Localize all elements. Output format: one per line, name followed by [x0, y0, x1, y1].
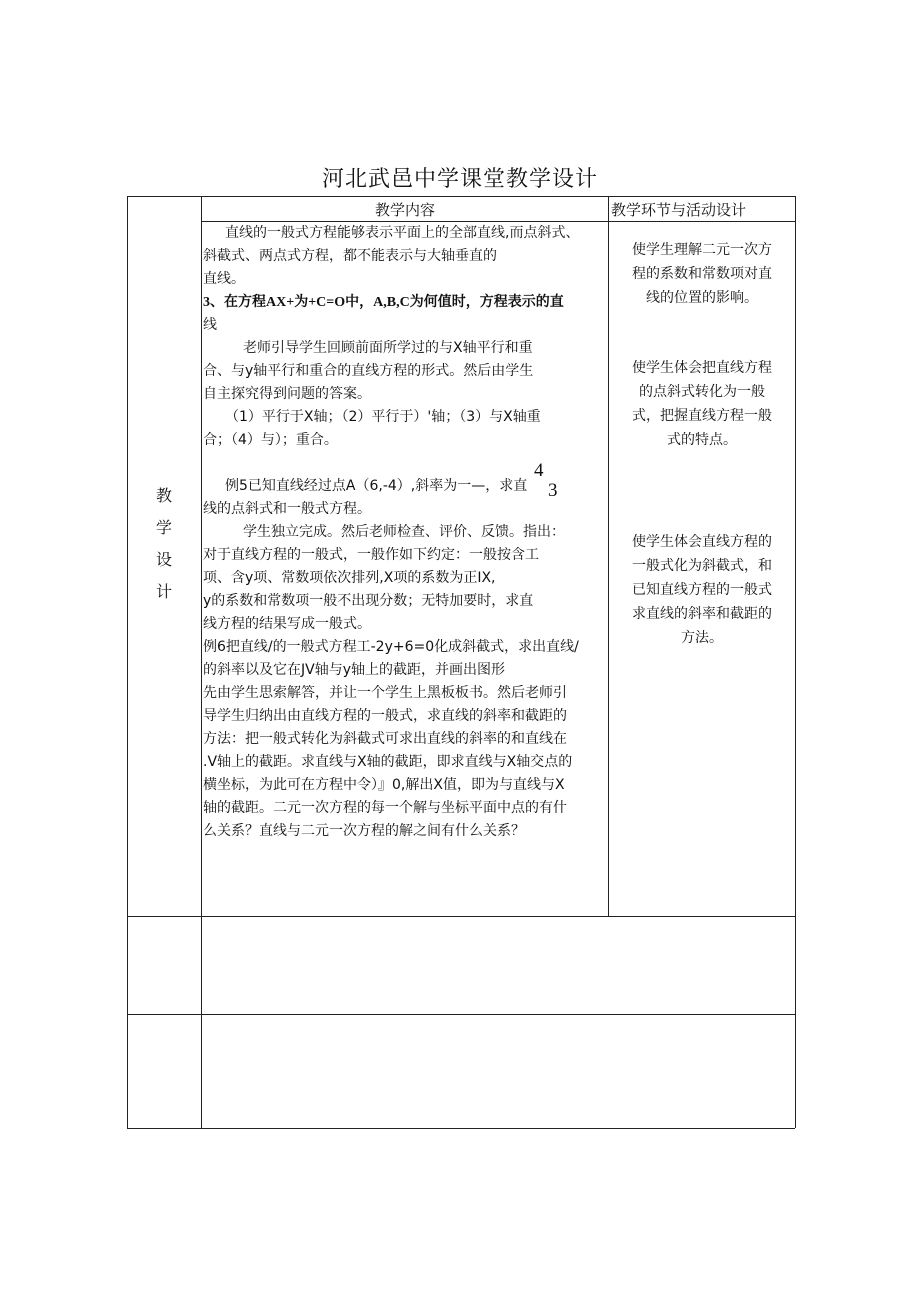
- side-char: 计: [155, 582, 172, 601]
- activity-line: 使学生体会把直线方程: [632, 360, 772, 376]
- content-line: 方法：把一般式转化为斜截式可求出直线的斜率的和直线在: [203, 731, 567, 747]
- content-line: [203, 452, 607, 475]
- content-line: 线方程的结果写成一般式。: [203, 616, 371, 632]
- activity-line: 求直线的斜率和截距的: [632, 606, 772, 622]
- activity-header: 教学环节与活动设计: [611, 201, 747, 219]
- content-line: 的斜率以及它在JV轴与y轴上的截距，并画出图形: [203, 662, 505, 678]
- content-line: 导学生归纳出由直线方程的一般式，求直线的斜率和截距的: [203, 708, 567, 724]
- content-line: 么关系？直线与二元一次方程的解之间有什么关系？: [203, 823, 525, 839]
- content-line: 斜截式、两点式方程，都不能表示与大轴垂直的: [203, 248, 497, 264]
- activity-block-2: [609, 356, 795, 452]
- content-line: 直线的一般式方程能够表示平面上的全部直线,而点斜式、: [225, 225, 580, 241]
- side-char: 设: [155, 550, 172, 569]
- activity-line: 程的系数和常数项对直: [632, 266, 772, 282]
- content-line: 直线。: [203, 271, 245, 287]
- content-line: 例6把直线/的一般式方程工-2y+6=0化成斜截式，求出直线/: [203, 639, 579, 655]
- content-line: 例5已知直线经过点A（6,-4）,斜率为一—，求直: [225, 478, 528, 494]
- content-line: 先由学生思索解答，并让一个学生上黑板板书。然后老师引: [203, 685, 567, 701]
- side-char: 教: [155, 486, 172, 505]
- side-label: [127, 480, 201, 608]
- content-line: 项、含y项、常数项依次排列,X项的系数为正IX,: [203, 570, 496, 586]
- content-line: （1）平行于X轴；（2）平行于）'轴；（3）与X轴重: [225, 409, 541, 425]
- content-header: 教学内容: [374, 201, 435, 219]
- activity-line: 的点斜式转化为一般: [639, 384, 765, 400]
- content-line: y的系数和常数项一般不出现分数；无特加要时，求直: [203, 593, 534, 609]
- activity-line: 线的位置的影响。: [646, 290, 758, 306]
- fraction-denominator: 3: [548, 480, 558, 501]
- fraction-numerator: 4: [534, 460, 544, 481]
- activity-line: 使学生理解二元一次方: [632, 242, 772, 258]
- content-line: 合、与y轴平行和重合的直线方程的形式。然后由学生: [203, 363, 534, 379]
- activity-line: 已知直线方程的一般式: [632, 582, 772, 598]
- content-line: .V轴上的截距。求直线与X轴的截距，即求直线与X轴交点的: [203, 754, 573, 770]
- page-title: 河北武邑中学课堂教学设计: [321, 167, 598, 192]
- side-char: 学: [155, 518, 172, 537]
- content-line: 轴的截距。二元一次方程的每一个解与坐标平面中点的有什: [203, 800, 567, 816]
- content-line: 合；（4）与）；重合。: [203, 432, 338, 448]
- content-line: 自主探究得到问题的答案。: [203, 386, 371, 402]
- content-line: 线: [203, 317, 217, 333]
- content-line: 老师引导学生回顾前面所学过的与X轴平行和重: [243, 340, 533, 356]
- activity-line: 一般式化为斜截式，和: [632, 558, 772, 574]
- content-line: 3、在方程AX+为+C=O中，A,B,C为何值时，方程表示的直: [203, 295, 564, 310]
- activity-block-1: [609, 238, 795, 310]
- content-line: 学生独立完成。然后老师检查、评价、反馈。指出：: [243, 524, 565, 540]
- activity-line: 使学生体会直线方程的: [632, 534, 772, 550]
- teaching-content: [203, 222, 607, 843]
- activity-line: 式，把握直线方程一般: [632, 408, 772, 424]
- content-line: 线的点斜式和一般式方程。: [203, 501, 371, 517]
- activity-block-3: [609, 530, 795, 650]
- content-line: 横坐标，为此可在方程中令）』0,解出X值，即为与直线与X: [203, 777, 565, 793]
- content-line: 对于直线方程的一般式，一般作如下约定：一般按含工: [203, 547, 539, 563]
- activity-line: 式的特点。: [667, 432, 737, 448]
- activity-line: 方法。: [681, 630, 723, 646]
